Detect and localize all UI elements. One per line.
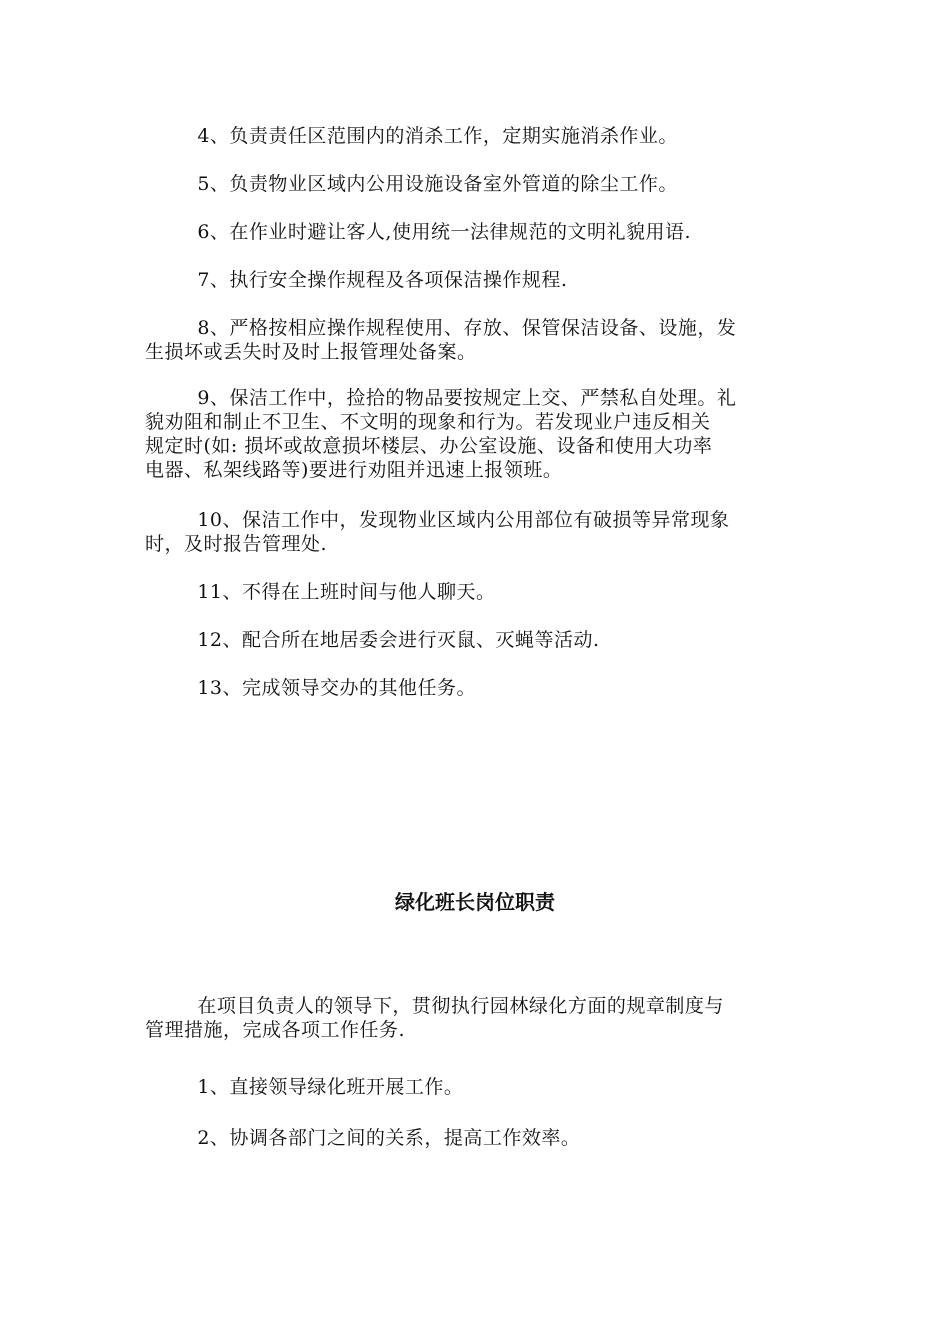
duty-item-6: 6、在作业时避让客人,使用统一法律规范的文明礼貌用语.	[145, 221, 691, 243]
duty-item-4: 4、负责责任区范围内的消杀工作，定期实施消杀作业。	[145, 125, 678, 147]
section-intro: 在项目负责人的领导下，贯彻执行园林绿化方面的规章制度与 管理措施，完成各项工作任务.	[145, 995, 724, 1041]
duty-item-12: 12、配合所在地居委会进行灭鼠、灭蝇等活动.	[145, 629, 600, 651]
duty-item-9: 9、保洁工作中，捡拾的物品要按规定上交、严禁私自处理。礼 貌劝阻和制止不卫生、不文明的现象和行为。若发现业户违反相关 规定时(如: 损坏或故意损坏楼层、办公室设施、设备和使用大功率 电器、私架线路等)要进行劝阻并迅速上报领班。	[145, 387, 737, 481]
duty-item-10: 10、保洁工作中，发现物业区域内公用部位有破损等异常现象 时，及时报告管理处.	[145, 509, 730, 555]
duty-item-13: 13、完成领导交办的其他任务。	[145, 677, 477, 699]
duty-item-11: 11、不得在上班时间与他人聊天。	[145, 581, 496, 603]
duty-item-1: 1、直接领导绿化班开展工作。	[145, 1076, 464, 1098]
duty-item-5: 5、负责物业区域内公用设施设备室外管道的除尘工作。	[145, 173, 678, 195]
duty-item-7: 7、执行安全操作规程及各项保洁操作规程.	[145, 269, 568, 291]
section-title: 绿化班长岗位职责	[395, 890, 555, 914]
duty-item-2: 2、协调各部门之间的关系，提高工作效率。	[145, 1127, 581, 1149]
duty-item-8: 8、严格按相应操作规程使用、存放、保管保洁设备、设施，发 生损坏或丢失时及时上报管理处备案。	[145, 317, 737, 363]
